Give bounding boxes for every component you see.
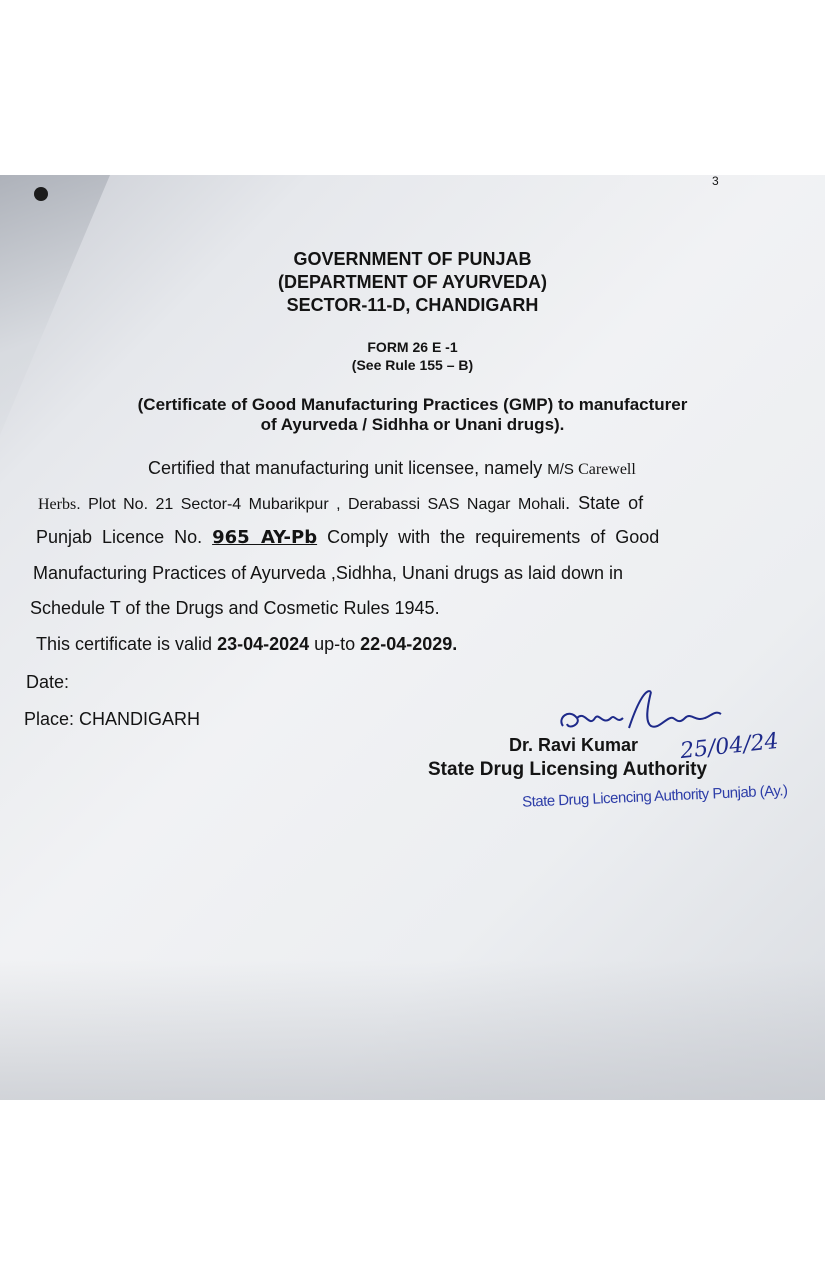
body-line-5: Schedule T of the Drugs and Cosmetic Rules 1945.	[30, 598, 440, 618]
handwritten-date: 25/04/24	[678, 728, 780, 765]
certificate-title-1: (Certificate of Good Manufacturing Practices (GMP) to manufacturer	[137, 395, 688, 414]
valid-from: 23-04-2024	[217, 634, 310, 654]
body-text: . State of	[565, 493, 644, 513]
form-number: FORM 26 E -1	[367, 339, 458, 355]
header-line-2: (DEPARTMENT OF AYURVEDA)	[277, 272, 547, 292]
certificate-title-2: of Ayurveda / Sidhha or Unani drugs).	[260, 415, 565, 434]
shadow	[0, 960, 825, 1100]
header-line-1: GOVERNMENT OF PUNJAB	[293, 249, 532, 269]
ms-prefix: M/S	[547, 461, 579, 478]
body-line-3	[36, 527, 659, 548]
licence-number: 965 AY-Pb	[212, 527, 318, 548]
page-number: 3	[712, 174, 719, 188]
body-line-4: Manufacturing Practices of Ayurveda ,Sidhha, Unani drugs as laid down in	[33, 563, 624, 583]
validity-line	[36, 634, 457, 655]
firm-name: Carewell	[578, 461, 636, 478]
valid-to: 22-04-2029.	[360, 634, 458, 654]
body-line-1	[148, 458, 636, 479]
signatory-name: Dr. Ravi Kumar	[509, 735, 639, 755]
address: . Plot No. 21 Sector-4 Mubarikpur , Derabassi SAS Nagar Mohali	[76, 496, 566, 513]
place-label: Place: CHANDIGARH	[24, 709, 201, 729]
body-text: Punjab Licence No.	[36, 527, 213, 547]
signature	[555, 688, 725, 738]
validity-mid: up-to	[309, 634, 361, 654]
body-text: Certified that manufacturing unit licensee, namely	[148, 458, 548, 478]
body-text: Comply with the requirements of Good	[317, 527, 660, 547]
header-line-3: SECTOR-11-D, CHANDIGARH	[286, 295, 539, 315]
date-label: Date:	[26, 672, 70, 692]
punch-hole	[34, 187, 48, 201]
signatory-title: State Drug Licensing Authority	[428, 759, 708, 780]
firm-name-cont: Herbs	[38, 496, 77, 513]
body-line-2	[38, 493, 643, 514]
validity-prefix: This certificate is valid	[36, 634, 218, 654]
form-rule: (See Rule 155 – B)	[351, 357, 474, 373]
official-stamp: State Drug Licencing Authority Punjab (Ay.)	[521, 782, 788, 811]
